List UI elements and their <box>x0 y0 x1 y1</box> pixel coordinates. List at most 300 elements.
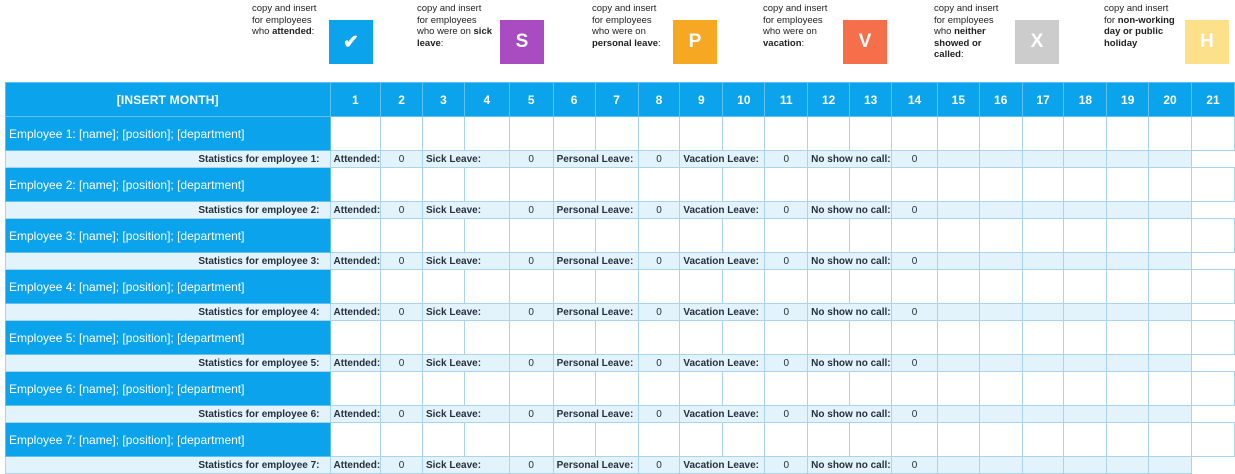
attendance-cell[interactable] <box>765 423 808 457</box>
stat-label-personal-leave: Personal Leave: <box>553 457 638 474</box>
stat-label-sick-leave: Sick Leave: <box>422 355 509 372</box>
stat-empty-cell <box>1149 151 1192 168</box>
attendance-cell[interactable] <box>422 219 464 253</box>
employee-name[interactable]: Employee 5: [name]; [position]; [department] <box>6 321 331 355</box>
attendance-cell[interactable] <box>808 219 850 253</box>
legend-code-personal-leave[interactable]: P <box>673 20 717 64</box>
stat-empty-cell <box>1022 304 1064 321</box>
stat-empty-cell <box>1107 253 1149 270</box>
attendance-cell[interactable] <box>381 321 423 355</box>
attendance-cell[interactable] <box>330 117 381 151</box>
attendance-cell[interactable] <box>937 372 979 406</box>
attendance-cell[interactable] <box>509 117 553 151</box>
attendance-cell[interactable] <box>638 423 680 457</box>
attendance-cell[interactable] <box>422 372 464 406</box>
attendance-cell[interactable] <box>723 270 765 304</box>
stat-label-vacation-leave: Vacation Leave: <box>680 406 765 423</box>
attendance-cell[interactable] <box>765 372 808 406</box>
attendance-cell[interactable] <box>422 117 464 151</box>
stat-empty-cell <box>1149 355 1192 372</box>
employee-row <box>6 372 1235 406</box>
day-header-18: 18 <box>1064 83 1107 117</box>
stat-value[interactable]: 0 <box>381 151 423 168</box>
attendance-cell[interactable] <box>1064 372 1107 406</box>
day-header-4: 4 <box>464 83 509 117</box>
stat-value[interactable]: 0 <box>381 202 423 219</box>
day-header-20: 20 <box>1149 83 1192 117</box>
attendance-cell[interactable] <box>723 372 765 406</box>
attendance-cell[interactable] <box>509 168 553 202</box>
legend-code-no-show[interactable]: X <box>1015 20 1059 64</box>
attendance-cell[interactable] <box>595 117 638 151</box>
stat-value[interactable]: 0 <box>638 253 680 270</box>
attendance-cell[interactable] <box>553 168 595 202</box>
stat-empty-cell <box>1064 355 1107 372</box>
attendance-cell[interactable] <box>1022 270 1064 304</box>
stat-empty-cell <box>1149 406 1192 423</box>
stat-empty-cell <box>1064 406 1107 423</box>
stat-empty-cell <box>979 151 1022 168</box>
legend-text-no-show: copy and insert for employees who neither showed or called: <box>934 3 999 60</box>
attendance-cell[interactable] <box>850 219 892 253</box>
stat-label-sick-leave: Sick Leave: <box>422 304 509 321</box>
attendance-cell[interactable] <box>892 117 938 151</box>
attendance-cell[interactable] <box>509 270 553 304</box>
attendance-cell[interactable] <box>680 372 723 406</box>
stat-label-attended: Attended: <box>330 406 381 423</box>
stat-label-no-show-no-call: No show no call: <box>808 355 892 372</box>
statistics-label: Statistics for employee 5: <box>6 355 331 372</box>
attendance-cell[interactable] <box>1191 423 1234 457</box>
attendance-cell[interactable] <box>1064 321 1107 355</box>
attendance-cell[interactable] <box>1149 219 1192 253</box>
employee-row <box>6 117 1235 151</box>
attendance-cell[interactable] <box>330 321 381 355</box>
attendance-cell[interactable] <box>1149 423 1192 457</box>
attendance-cell[interactable] <box>765 117 808 151</box>
stat-value[interactable]: 0 <box>509 406 553 423</box>
attendance-cell[interactable] <box>422 423 464 457</box>
stat-value[interactable]: 0 <box>381 457 423 474</box>
attendance-cell[interactable] <box>808 423 850 457</box>
stat-value[interactable]: 0 <box>381 355 423 372</box>
attendance-cell[interactable] <box>850 321 892 355</box>
attendance-cell[interactable] <box>1022 423 1064 457</box>
day-header-7: 7 <box>595 83 638 117</box>
attendance-cell[interactable] <box>330 423 381 457</box>
day-header-16: 16 <box>979 83 1022 117</box>
stat-empty-cell <box>1107 151 1149 168</box>
employee-name[interactable]: Employee 1: [name]; [position]; [department] <box>6 117 331 151</box>
employee-row <box>6 321 1235 355</box>
attendance-cell[interactable] <box>1149 270 1192 304</box>
stat-value[interactable]: 0 <box>892 253 938 270</box>
month-header[interactable]: [INSERT MONTH] <box>6 83 331 117</box>
stat-label-vacation-leave: Vacation Leave: <box>680 202 765 219</box>
stat-label-personal-leave: Personal Leave: <box>553 304 638 321</box>
legend-text-holiday: copy and insert for non-working day or public holiday <box>1104 3 1175 49</box>
attendance-cell[interactable] <box>850 117 892 151</box>
stat-value[interactable]: 0 <box>638 151 680 168</box>
attendance-cell[interactable] <box>509 423 553 457</box>
attendance-cell[interactable] <box>680 219 723 253</box>
attendance-cell[interactable] <box>979 117 1022 151</box>
employee-row <box>6 423 1235 457</box>
attendance-cell[interactable] <box>1022 168 1064 202</box>
attendance-cell[interactable] <box>765 270 808 304</box>
stat-empty-cell <box>1064 457 1107 474</box>
stat-label-sick-leave: Sick Leave: <box>422 202 509 219</box>
attendance-cell[interactable] <box>979 321 1022 355</box>
stat-value[interactable]: 0 <box>765 406 808 423</box>
employee-name[interactable]: Employee 4: [name]; [position]; [department] <box>6 270 331 304</box>
stat-label-no-show-no-call: No show no call: <box>808 151 892 168</box>
attendance-cell[interactable] <box>1149 168 1192 202</box>
statistics-label: Statistics for employee 1: <box>6 151 331 168</box>
stat-value[interactable]: 0 <box>638 304 680 321</box>
attendance-cell[interactable] <box>765 219 808 253</box>
attendance-cell[interactable] <box>808 270 850 304</box>
attendance-cell[interactable] <box>723 168 765 202</box>
attendance-cell[interactable] <box>330 372 381 406</box>
stat-label-no-show-no-call: No show no call: <box>808 202 892 219</box>
attendance-cell[interactable] <box>464 117 509 151</box>
stat-empty-cell <box>979 304 1022 321</box>
attendance-cell[interactable] <box>1064 117 1107 151</box>
day-header-1: 1 <box>330 83 381 117</box>
attendance-cell[interactable] <box>553 219 595 253</box>
attendance-cell[interactable] <box>381 219 423 253</box>
attendance-cell[interactable] <box>979 168 1022 202</box>
day-header-19: 19 <box>1107 83 1149 117</box>
stat-label-personal-leave: Personal Leave: <box>553 253 638 270</box>
legend-text-sick-leave: copy and insert for employees who were on sick leave: <box>417 3 493 49</box>
attendance-cell[interactable] <box>979 423 1022 457</box>
stat-label-attended: Attended: <box>330 253 381 270</box>
attendance-cell[interactable] <box>1191 321 1234 355</box>
stat-value[interactable]: 0 <box>892 457 938 474</box>
attendance-cell[interactable] <box>1107 372 1149 406</box>
stat-empty-cell <box>1107 202 1149 219</box>
stat-empty-cell <box>1022 406 1064 423</box>
stat-value[interactable]: 0 <box>509 151 553 168</box>
attendance-cell[interactable] <box>765 321 808 355</box>
attendance-cell[interactable] <box>595 168 638 202</box>
stat-label-attended: Attended: <box>330 151 381 168</box>
employee-name[interactable]: Employee 2: [name]; [position]; [department] <box>6 168 331 202</box>
attendance-cell[interactable] <box>330 270 381 304</box>
stat-value[interactable]: 0 <box>509 202 553 219</box>
attendance-cell[interactable] <box>595 321 638 355</box>
stat-value[interactable]: 0 <box>765 253 808 270</box>
attendance-cell[interactable] <box>892 321 938 355</box>
attendance-cell[interactable] <box>937 117 979 151</box>
attendance-cell[interactable] <box>937 423 979 457</box>
attendance-cell[interactable] <box>1022 117 1064 151</box>
stat-value[interactable]: 0 <box>765 151 808 168</box>
day-header-11: 11 <box>765 83 808 117</box>
stat-value[interactable]: 0 <box>509 304 553 321</box>
attendance-cell[interactable] <box>1022 372 1064 406</box>
attendance-cell[interactable] <box>937 270 979 304</box>
statistics-row <box>6 355 1235 372</box>
stat-value[interactable]: 0 <box>765 355 808 372</box>
attendance-cell[interactable] <box>422 168 464 202</box>
attendance-cell[interactable] <box>595 372 638 406</box>
attendance-cell[interactable] <box>1191 270 1234 304</box>
attendance-cell[interactable] <box>381 372 423 406</box>
attendance-cell[interactable] <box>509 219 553 253</box>
stat-value[interactable]: 0 <box>381 253 423 270</box>
stat-label-vacation-leave: Vacation Leave: <box>680 253 765 270</box>
attendance-cell[interactable] <box>1107 270 1149 304</box>
stat-empty-cell <box>1022 253 1064 270</box>
attendance-cell[interactable] <box>765 168 808 202</box>
checkmark-icon[interactable]: ✔ <box>329 20 373 64</box>
attendance-cell[interactable] <box>330 219 381 253</box>
attendance-cell[interactable] <box>808 168 850 202</box>
stat-value[interactable]: 0 <box>381 304 423 321</box>
attendance-cell[interactable] <box>381 117 423 151</box>
attendance-cell[interactable] <box>381 168 423 202</box>
attendance-cell[interactable] <box>680 321 723 355</box>
attendance-cell[interactable] <box>330 168 381 202</box>
attendance-cell[interactable] <box>381 423 423 457</box>
stat-label-no-show-no-call: No show no call: <box>808 406 892 423</box>
attendance-cell[interactable] <box>892 372 938 406</box>
attendance-cell[interactable] <box>892 168 938 202</box>
stat-empty-cell <box>937 253 979 270</box>
employee-row <box>6 168 1235 202</box>
attendance-cell[interactable] <box>1107 117 1149 151</box>
attendance-cell[interactable] <box>850 372 892 406</box>
stat-label-sick-leave: Sick Leave: <box>422 151 509 168</box>
attendance-cell[interactable] <box>1022 219 1064 253</box>
stat-label-attended: Attended: <box>330 304 381 321</box>
day-header-12: 12 <box>808 83 850 117</box>
stat-empty-cell <box>1149 202 1192 219</box>
stat-empty-cell <box>937 457 979 474</box>
statistics-label: Statistics for employee 7: <box>6 457 331 474</box>
day-header-8: 8 <box>638 83 680 117</box>
attendance-cell[interactable] <box>723 117 765 151</box>
attendance-cell[interactable] <box>1107 219 1149 253</box>
stat-label-no-show-no-call: No show no call: <box>808 253 892 270</box>
statistics-row <box>6 202 1235 219</box>
attendance-cell[interactable] <box>937 168 979 202</box>
stat-label-no-show-no-call: No show no call: <box>808 457 892 474</box>
attendance-cell[interactable] <box>553 372 595 406</box>
stat-value[interactable]: 0 <box>638 355 680 372</box>
attendance-cell[interactable] <box>723 321 765 355</box>
stat-empty-cell <box>937 202 979 219</box>
attendance-cell[interactable] <box>937 219 979 253</box>
attendance-cell[interactable] <box>979 372 1022 406</box>
day-header-5: 5 <box>509 83 553 117</box>
stat-empty-cell <box>1107 355 1149 372</box>
stat-value[interactable]: 0 <box>638 406 680 423</box>
stat-value[interactable]: 0 <box>509 457 553 474</box>
attendance-cell[interactable] <box>553 270 595 304</box>
attendance-cell[interactable] <box>680 423 723 457</box>
attendance-cell[interactable] <box>1064 219 1107 253</box>
attendance-cell[interactable] <box>381 270 423 304</box>
attendance-cell[interactable] <box>1107 423 1149 457</box>
stat-value[interactable]: 0 <box>638 202 680 219</box>
attendance-cell[interactable] <box>1191 372 1234 406</box>
legend-text-attended: copy and insert for employees who attended: <box>252 3 317 37</box>
stat-value[interactable]: 0 <box>892 202 938 219</box>
attendance-cell[interactable] <box>464 321 509 355</box>
attendance-cell[interactable] <box>1191 117 1234 151</box>
attendance-cell[interactable] <box>1149 372 1192 406</box>
attendance-cell[interactable] <box>850 270 892 304</box>
stat-empty-cell <box>1064 304 1107 321</box>
stat-value[interactable]: 0 <box>892 406 938 423</box>
stat-value[interactable]: 0 <box>892 304 938 321</box>
stat-empty-cell <box>979 253 1022 270</box>
attendance-cell[interactable] <box>638 117 680 151</box>
stat-label-vacation-leave: Vacation Leave: <box>680 151 765 168</box>
statistics-row <box>6 304 1235 321</box>
attendance-cell[interactable] <box>1064 423 1107 457</box>
attendance-cell[interactable] <box>509 321 553 355</box>
stat-empty-cell <box>937 406 979 423</box>
legend-text-personal-leave: copy and insert for employees who were on personal leave: <box>592 3 661 49</box>
day-header-10: 10 <box>723 83 765 117</box>
attendance-cell[interactable] <box>680 117 723 151</box>
legend-text-vacation: copy and insert for employees who were on vacation: <box>763 3 828 49</box>
stat-empty-cell <box>1149 457 1192 474</box>
stat-label-personal-leave: Personal Leave: <box>553 406 638 423</box>
attendance-cell[interactable] <box>808 372 850 406</box>
stat-value[interactable]: 0 <box>509 355 553 372</box>
legend <box>0 0 1235 80</box>
attendance-cell[interactable] <box>464 168 509 202</box>
attendance-cell[interactable] <box>553 423 595 457</box>
stat-empty-cell <box>979 457 1022 474</box>
statistics-row <box>6 151 1235 168</box>
attendance-cell[interactable] <box>850 423 892 457</box>
stat-value[interactable]: 0 <box>892 355 938 372</box>
employee-name[interactable]: Employee 6: [name]; [position]; [department] <box>6 372 331 406</box>
attendance-cell[interactable] <box>1149 117 1192 151</box>
day-header-21: 21 <box>1191 83 1234 117</box>
attendance-cell[interactable] <box>464 423 509 457</box>
attendance-cell[interactable] <box>553 117 595 151</box>
statistics-row <box>6 406 1235 423</box>
legend-code-sick-leave[interactable]: S <box>500 20 544 64</box>
stat-value[interactable]: 0 <box>765 202 808 219</box>
legend-code-vacation[interactable]: V <box>843 20 887 64</box>
attendance-cell[interactable] <box>892 270 938 304</box>
employee-name[interactable]: Employee 7: [name]; [position]; [department] <box>6 423 331 457</box>
stat-value[interactable]: 0 <box>765 304 808 321</box>
stat-empty-cell <box>979 202 1022 219</box>
stat-empty-cell <box>1149 253 1192 270</box>
stat-label-attended: Attended: <box>330 457 381 474</box>
attendance-cell[interactable] <box>1149 321 1192 355</box>
attendance-cell[interactable] <box>680 168 723 202</box>
stat-empty-cell <box>1022 355 1064 372</box>
attendance-cell[interactable] <box>638 219 680 253</box>
attendance-cell[interactable] <box>1191 168 1234 202</box>
stat-label-personal-leave: Personal Leave: <box>553 355 638 372</box>
stat-value[interactable]: 0 <box>765 457 808 474</box>
stat-label-no-show-no-call: No show no call: <box>808 304 892 321</box>
attendance-cell[interactable] <box>638 168 680 202</box>
stat-empty-cell <box>979 355 1022 372</box>
stat-label-vacation-leave: Vacation Leave: <box>680 304 765 321</box>
attendance-cell[interactable] <box>1022 321 1064 355</box>
attendance-cell[interactable] <box>553 321 595 355</box>
attendance-cell[interactable] <box>979 219 1022 253</box>
stat-label-sick-leave: Sick Leave: <box>422 253 509 270</box>
attendance-cell[interactable] <box>464 372 509 406</box>
attendance-cell[interactable] <box>638 372 680 406</box>
attendance-cell[interactable] <box>979 270 1022 304</box>
attendance-cell[interactable] <box>422 321 464 355</box>
attendance-cell[interactable] <box>892 219 938 253</box>
attendance-cell[interactable] <box>850 168 892 202</box>
stat-value[interactable]: 0 <box>509 253 553 270</box>
stat-value[interactable]: 0 <box>381 406 423 423</box>
attendance-cell[interactable] <box>1064 168 1107 202</box>
attendance-cell[interactable] <box>937 321 979 355</box>
attendance-cell[interactable] <box>638 321 680 355</box>
attendance-cell[interactable] <box>808 321 850 355</box>
day-header-15: 15 <box>937 83 979 117</box>
statistics-label: Statistics for employee 3: <box>6 253 331 270</box>
attendance-cell[interactable] <box>680 270 723 304</box>
attendance-cell[interactable] <box>464 270 509 304</box>
attendance-cell[interactable] <box>595 423 638 457</box>
attendance-cell[interactable] <box>509 372 553 406</box>
day-header-6: 6 <box>553 83 595 117</box>
employee-name[interactable]: Employee 3: [name]; [position]; [department] <box>6 219 331 253</box>
attendance-cell[interactable] <box>808 117 850 151</box>
stat-empty-cell <box>1022 457 1064 474</box>
attendance-cell[interactable] <box>892 423 938 457</box>
stat-empty-cell <box>979 406 1022 423</box>
stat-empty-cell <box>1064 253 1107 270</box>
legend-code-holiday[interactable]: H <box>1185 20 1229 64</box>
stat-empty-cell <box>1064 202 1107 219</box>
stat-label-sick-leave: Sick Leave: <box>422 406 509 423</box>
attendance-cell[interactable] <box>595 219 638 253</box>
attendance-cell[interactable] <box>1107 168 1149 202</box>
attendance-cell[interactable] <box>422 270 464 304</box>
stat-label-personal-leave: Personal Leave: <box>553 151 638 168</box>
statistics-label: Statistics for employee 4: <box>6 304 331 321</box>
statistics-row <box>6 457 1235 474</box>
attendance-cell[interactable] <box>723 423 765 457</box>
attendance-cell[interactable] <box>1064 270 1107 304</box>
attendance-cell[interactable] <box>1191 219 1234 253</box>
statistics-label: Statistics for employee 6: <box>6 406 331 423</box>
stat-empty-cell <box>1022 202 1064 219</box>
attendance-cell[interactable] <box>1107 321 1149 355</box>
attendance-cell[interactable] <box>723 219 765 253</box>
stat-label-vacation-leave: Vacation Leave: <box>680 457 765 474</box>
attendance-cell[interactable] <box>464 219 509 253</box>
attendance-cell[interactable] <box>595 270 638 304</box>
stat-empty-cell <box>937 151 979 168</box>
stat-value[interactable]: 0 <box>892 151 938 168</box>
attendance-cell[interactable] <box>638 270 680 304</box>
stat-value[interactable]: 0 <box>638 457 680 474</box>
day-header-3: 3 <box>422 83 464 117</box>
